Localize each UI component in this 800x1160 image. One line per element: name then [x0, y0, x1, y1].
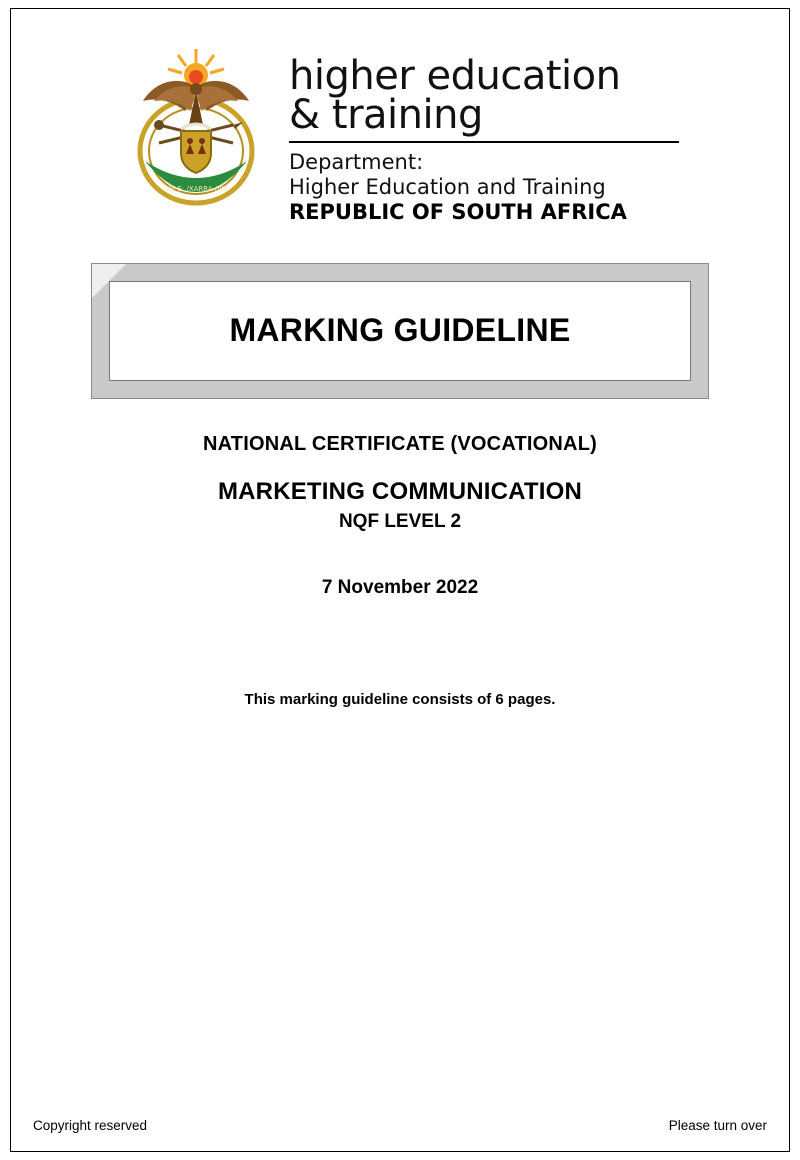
page-footer [33, 1118, 767, 1133]
letterhead [33, 9, 767, 225]
country-name: REPUBLIC OF SOUTH AFRICA [289, 199, 627, 224]
department-title-line2: & training [289, 92, 483, 139]
title-plaque-inner [109, 281, 691, 381]
department-text-block [289, 39, 679, 225]
page-content [11, 9, 789, 1151]
department-name: Higher Education and Training [289, 175, 606, 200]
page-count-note: This marking guideline consists of 6 pages. [244, 690, 556, 708]
svg-text:!KE E: /XARRA //KE: !KE E: /XARRA //KE [163, 185, 229, 193]
title-plaque [91, 263, 709, 399]
department-title [289, 53, 679, 139]
plaque-bevel-highlight [92, 264, 126, 298]
footer-copyright: Copyright reserved [33, 1118, 148, 1133]
exam-date: 7 November 2022 [321, 576, 479, 598]
page-title: MARKING GUIDELINE [229, 312, 571, 349]
letterhead-divider [289, 141, 679, 143]
nqf-level: NQF LEVEL 2 [338, 510, 462, 532]
exam-meta [33, 433, 767, 708]
certificate-name: NATIONAL CERTIFICATE (VOCATIONAL) [203, 432, 597, 455]
subject-name: MARKETING COMMUNICATION [217, 477, 583, 505]
south-african-coat-of-arms-icon [121, 39, 271, 224]
footer-turn-over: Please turn over [668, 1118, 767, 1133]
title-plaque-wrapper [33, 263, 767, 399]
department-title-line1: higher education [289, 53, 621, 99]
department-label: Department: [289, 150, 424, 175]
